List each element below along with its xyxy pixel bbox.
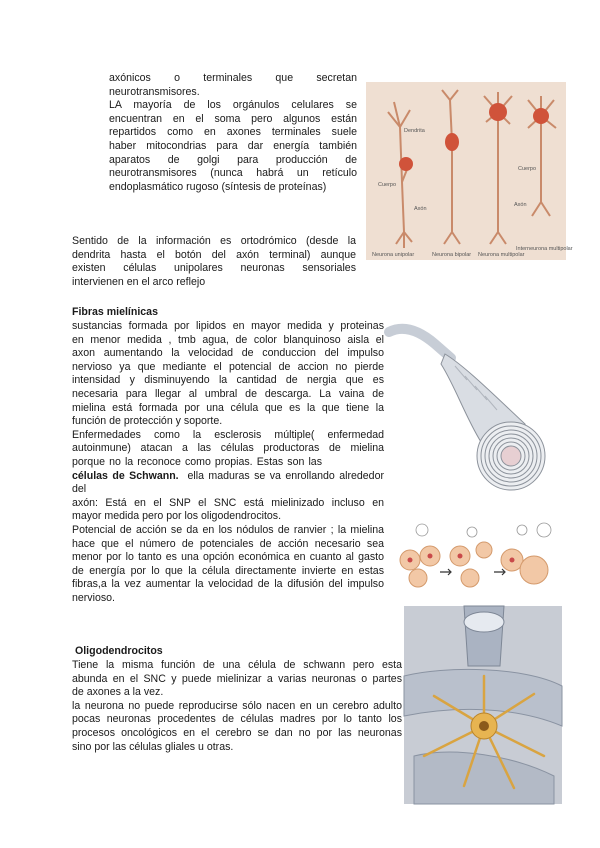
schwann-wrapping-illustration bbox=[396, 520, 558, 608]
interneuron-soma bbox=[533, 108, 549, 124]
schwann-term: células de Schwann. bbox=[72, 469, 179, 482]
label-cuerpo-left: Cuerpo bbox=[378, 182, 397, 188]
fibras-line: fibras,a la vez aumentar la velocidad de la difusión del impulso bbox=[72, 578, 384, 591]
fibras-paragraph bbox=[72, 320, 384, 605]
fibras-line: mayor medida pero por los oligodendrocitos. bbox=[72, 510, 282, 523]
fibras-line: en menor medida , tmb agua, de color blanquinoso aisla el bbox=[72, 333, 384, 346]
fibras-line: hace que el número de potenciales de acción necesario sea bbox=[72, 537, 384, 550]
fibras-line: porque no la reconoce como propias. Estas son las bbox=[72, 455, 322, 468]
oligo-line: procesos oncológicos en el cerebro se dan no por las neuronas bbox=[72, 726, 402, 739]
oligo-line: pocas neuronas procedentes de células madres por lo tanto los bbox=[72, 713, 402, 726]
fibras-line: menor por lo tanto es una opción económica en cuanto al gasto bbox=[72, 551, 384, 564]
oligo-line: de axones a la vez. bbox=[72, 686, 164, 699]
label-type-unipolar: Neurona unipolar bbox=[372, 252, 415, 258]
fibras-line: Potencial de acción se da en los nódulos de ranvier ; la mielina bbox=[72, 523, 384, 536]
fibras-line: nervioso. bbox=[72, 591, 115, 604]
intro-line: axónicos o terminales que secretan bbox=[109, 72, 357, 84]
fibras-line: necesaria para llegar al umbral de descarga. La vaina de bbox=[72, 387, 384, 400]
fibras-line: Enfermedades como la esclerosis múltiple( enfermedad bbox=[72, 428, 384, 441]
sentido-line: dendrita hasta el botón del axón terminal) aunque bbox=[72, 248, 356, 261]
label-axon-right: Axón bbox=[514, 202, 527, 208]
oligo-line: la neurona no puede reproducirse sólo nacen en un cerebro adulto bbox=[72, 699, 402, 712]
fibras-line: de energía por lo que la célula directamente invierte en estas bbox=[72, 564, 384, 577]
schwann-wrapping-figure bbox=[396, 520, 558, 608]
intro-line: encuentran en el soma pero algunos están bbox=[109, 112, 357, 125]
fibras-line: intensidad y disminuyendo la cantidad de nergia que es bbox=[72, 374, 384, 387]
fibras-heading: Fibras mielínicas bbox=[72, 306, 158, 318]
oligo-line: Tiene la misma función de una célula de schwann pero esta bbox=[72, 659, 402, 671]
schwann-after: ella maduras se va enrollando alrededor del bbox=[72, 469, 384, 496]
sentido-line: Sentido de la información es ortodrómico (desde la bbox=[72, 235, 356, 247]
fibras-line: sustancias formada por lipidos en mayor medida y proteinas bbox=[72, 320, 384, 332]
intro-line: LA mayoría de los orgánulos celulares se bbox=[109, 99, 357, 112]
neuron-types-illustration bbox=[366, 82, 573, 260]
intro-line: neurotransmisores. bbox=[109, 85, 200, 98]
oligo-line: sino por las células gliales u otras. bbox=[72, 740, 234, 753]
sentido-line: existen células unipolares neuronas sensoriales bbox=[72, 262, 356, 275]
fibras-line: axón: Está en el SNP el SNC está mielinizado incluso en bbox=[72, 496, 384, 509]
oligo-line: abunda en el SNC y puede mielinizar a varias neuronas o partes bbox=[72, 672, 402, 685]
fibras-line: autoinmune) atacan a las células productoras de mielina bbox=[72, 442, 384, 455]
myelin-sheath-figure bbox=[385, 306, 555, 501]
fibras-line: función de protección y soporte. bbox=[72, 415, 223, 428]
intro-paragraph bbox=[109, 72, 357, 194]
label-type-bipolar: Neurona bipolar bbox=[432, 252, 472, 258]
fibras-line: nervioso ya que mediante el potencial de accion no pierde bbox=[72, 360, 384, 373]
intro-line: endoplasmático rugoso (síntesis de proteínas) bbox=[109, 180, 327, 193]
oligodendrocyte-illustration bbox=[404, 606, 562, 804]
fibras-line: axon aumentando la velocidad de conduccion del impulso bbox=[72, 347, 384, 360]
unipolar-soma bbox=[399, 157, 413, 171]
oligo-paragraph bbox=[72, 659, 402, 754]
multipolar-soma bbox=[489, 103, 507, 121]
intro-line: neurotransmisores (nunca habrá un retículo bbox=[109, 167, 357, 180]
label-type-multipolar: Neurona multipolar bbox=[478, 252, 525, 258]
intro-line: haber mitocondrias para dar energía también bbox=[109, 139, 357, 152]
fibras-line: mielina está formada por una célula que es la que tiene la bbox=[72, 401, 384, 414]
label-cuerpo-right: Cuerpo bbox=[518, 166, 537, 172]
fibras-line-schwann bbox=[72, 470, 384, 497]
label-axon-left: Axón bbox=[414, 206, 427, 212]
intro-line: aparatos de golgi para producción de bbox=[109, 153, 357, 166]
label-type-interneuron: Interneurona multipolar bbox=[516, 246, 573, 252]
oligo-heading: Oligodendrocitos bbox=[75, 645, 163, 657]
bipolar-soma bbox=[445, 133, 459, 151]
sentido-paragraph bbox=[72, 235, 356, 289]
oligodendrocyte-figure bbox=[404, 606, 562, 804]
neuron-types-figure bbox=[366, 82, 573, 260]
intro-line: repartidos como en axones terminales suele bbox=[109, 126, 357, 139]
label-dendrita: Dendrita bbox=[404, 128, 425, 134]
myelin-sheath-illustration bbox=[385, 306, 555, 501]
sentido-line: intervienen en el arco reflejo bbox=[72, 275, 206, 288]
